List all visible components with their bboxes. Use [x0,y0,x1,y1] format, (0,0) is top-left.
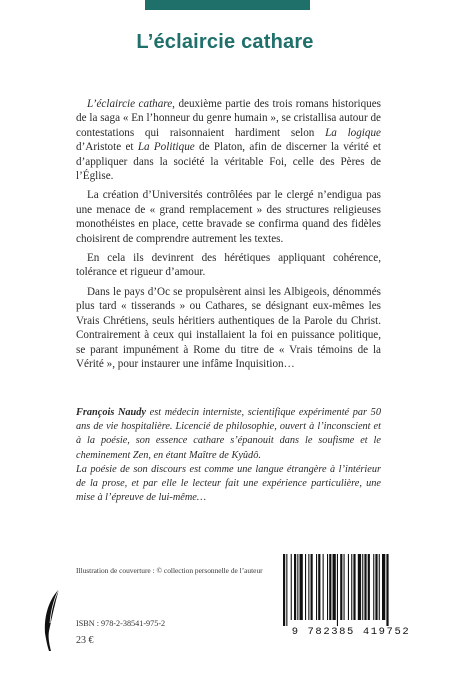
isbn: ISBN : 978-2-38541-975-2 [76,619,166,628]
synopsis-paragraph-2: La création d’Universités contrôlées par le clergé n’endigua pas une menace de « grand remplacement » des structures religieuses monothéistes en place, cette bravade se confirma quand des fidèles choisirent de comprendre autrement les textes. [76,189,381,245]
synopsis-text-c: de Platon, afin de discerner la vérité et d’appliquer dans la société la véritable Foi, celle des Pères de l’Église. [76,141,381,183]
price: 23 € [76,635,94,646]
politique-italic: La Politique [137,141,195,154]
synopsis [76,97,381,376]
barcode [275,548,427,652]
book-title: L’éclaircie cathare [136,31,314,53]
synopsis-paragraph-3: En cela ils devinrent des hérétiques appliquant cohérence, tolérance et rigueur d’amour. [76,252,381,279]
synopsis-text-a: , deuxième partie des trois romans historiques de la saga « En l’honneur du genre humain », se cristallisa autour de contestations qui raisonnaient hardiment selon [76,98,381,139]
synopsis-paragraph-1 [76,97,381,183]
author-bio-paragraph [76,406,381,463]
synopsis-paragraph-4: Dans le pays d’Oc se propulsèrent ainsi les Albigeois, dénommés plus tard « tisserands » ou Cathares, se désignant eux-mêmes les Vrais Chrétiens, seuls héritiers authentiques de la Parole du Christ. Contrairement à ceux qui installaient la foi en puissance politique, se parant impunément à Rome du titre de « Vrais témoins de la Vérité », pour instaurer une infâme Inquisition… [76,285,381,370]
top-accent-bar [145,0,310,10]
quill-feather-icon [40,587,62,653]
author-poetry-paragraph: La poésie de son discours est comme une langue étrangère à l’intérieur de la prose, et par elle le lecteur fait une expérience particulière, une mise à l’épreuve de lui-même… [76,463,381,504]
barcode-digits: 9 782385 419752 [291,626,411,638]
author-bio [76,406,381,505]
author-name: François Naudy [76,407,146,418]
synopsis-title-italic: L’éclaircie cathare [87,98,173,110]
barcode-bars [281,554,421,626]
synopsis-text-b: d’Aristote et [76,141,138,154]
logique-italic: La logique [325,126,381,139]
author-bio-text: est médecin interniste, scientifique expérimenté par 50 ans de vie hospitalière. Licencié de philosophie, ouvert à l’inconscient et à la poésie, son essence cathare s’épanouit dans le soufisme et le cheminement Zen, en étant Maître de Kyûdô. [76,407,381,461]
illustration-credit: Illustration de couverture : © collection personnelle de l’auteur [76,566,263,575]
